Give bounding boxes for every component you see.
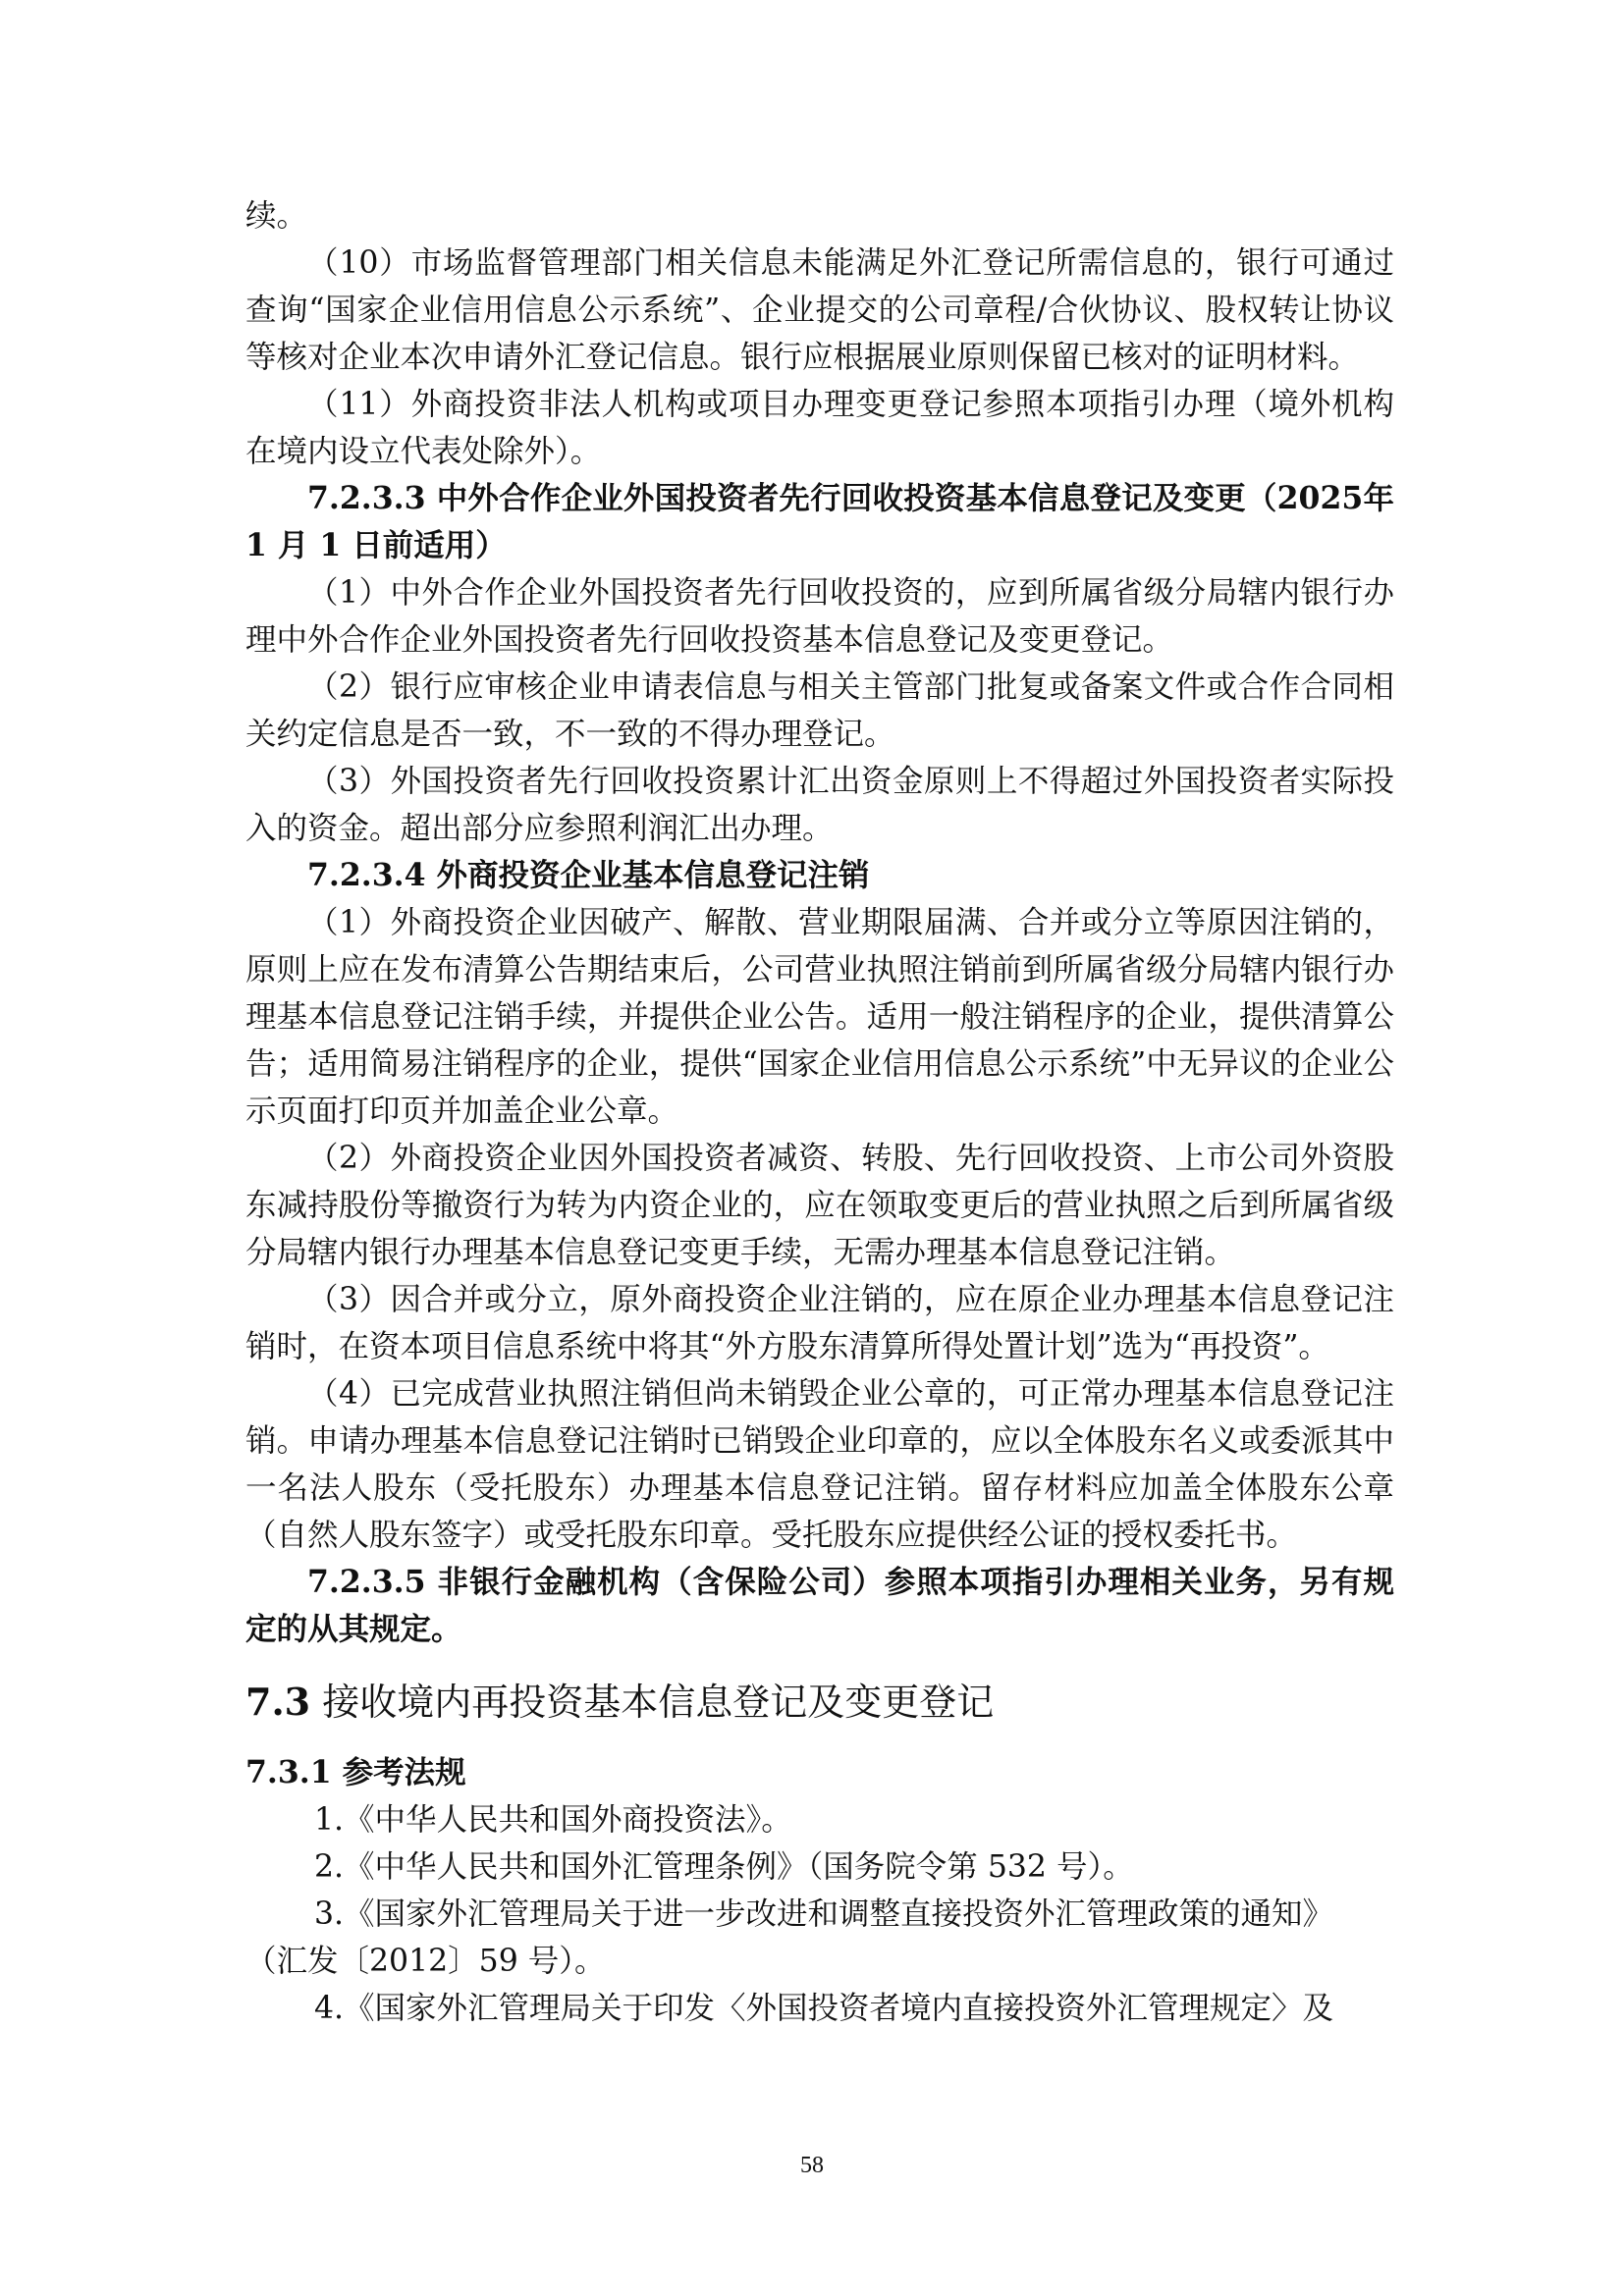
- reference-item: 4.《国家外汇管理局关于印发〈外国投资者境内直接投资外汇管理规定〉及: [314, 1991, 1334, 2026]
- clause-heading: 7.2.3.3 中外合作企业外国投资者先行回收投资基本信息登记及变更（2025年 1 月 1 日前适用）: [245, 480, 1394, 563]
- section-heading: [245, 1679, 1394, 1726]
- paragraph: 续。: [245, 198, 308, 234]
- document-page: [245, 192, 1394, 2032]
- clause-heading: 7.2.3.5 非银行金融机构（含保险公司）参照本项指引办理相关业务，另有规定的从其规定。: [245, 1564, 1394, 1647]
- reference-item: 2.《中华人民共和国外汇管理条例》（国务院令第 532 号）。: [314, 1849, 1134, 1885]
- reference-item-continuation: （汇发〔2012〕59 号）。: [245, 1944, 606, 1979]
- clause-heading: 7.2.3.4 外商投资企业基本信息登记注销: [307, 857, 870, 893]
- reference-item: 3.《国家外汇管理局关于进一步改进和调整直接投资外汇管理政策的通知》: [314, 1896, 1334, 1932]
- paragraph: （11）外商投资非法人机构或项目办理变更登记参照本项指引办理（境外机构在境内设立代表处除外）。: [245, 387, 1394, 469]
- page-number: 58: [800, 2153, 824, 2178]
- paragraph: （2）外商投资企业因外国投资者减资、转股、先行回收投资、上市公司外资股东减持股份等撤资行为转为内资企业的，应在领取变更后的营业执照之后到所属省级分局辖内银行办理基本信息登记变更手续，无需办理基本信息登记注销。: [245, 1141, 1394, 1270]
- paragraph: （3）因合并或分立，原外商投资企业注销的，应在原企业办理基本信息登记注销时，在资本项目信息系统中将其“外方股东清算所得处置计划”选为“再投资”。: [245, 1282, 1394, 1364]
- paragraph: （2）银行应审核企业申请表信息与相关主管部门批复或备案文件或合作合同相关约定信息是否一致，不一致的不得办理登记。: [245, 669, 1394, 752]
- paragraph: （4）已完成营业执照注销但尚未销毁企业公章的，可正常办理基本信息登记注销。申请办理基本信息登记注销时已销毁企业印章的，应以全体股东名义或委派其中一名法人股东（受托股东）办理基本信息登记注销。留存材料应加盖全体股东公章（自然人股东签字）或受托股东印章。受托股东应提供经公证的授权委托书。: [245, 1376, 1394, 1553]
- paragraph: （1）外商投资企业因破产、解散、营业期限届满、合并或分立等原因注销的，原则上应在发布清算公告期结束后，公司营业执照注销前到所属省级分局辖内银行办理基本信息登记注销手续，并提供企业公告。适用一般注销程序的企业，提供清算公告；适用简易注销程序的企业，提供“国家企业信用信息公示系统”中无异议的企业公示页面打印页并加盖企业公章。: [245, 905, 1394, 1129]
- paragraph: （3）外国投资者先行回收投资累计汇出资金原则上不得超过外国投资者实际投入的资金。超出部分应参照利润汇出办理。: [245, 764, 1394, 846]
- section-title: 接收境内再投资基本信息登记及变更登记: [322, 1681, 995, 1724]
- paragraph: （1）中外合作企业外国投资者先行回收投资的，应到所属省级分局辖内银行办理中外合作企业外国投资者先行回收投资基本信息登记及变更登记。: [245, 575, 1394, 658]
- body-text: [245, 192, 1394, 1653]
- section-number: 7.3: [245, 1680, 311, 1724]
- reference-item: 1.《中华人民共和国外商投资法》。: [314, 1802, 792, 1838]
- subsection-heading: 7.3.1 参考法规: [245, 1754, 466, 1790]
- paragraph: （10）市场监督管理部门相关信息未能满足外汇登记所需信息的，银行可通过查询“国家企业信用信息公示系统”、企业提交的公司章程/合伙协议、股权转让协议等核对企业本次申请外汇登记信息。银行应根据展业原则保留已核对的证明材料。: [245, 245, 1394, 375]
